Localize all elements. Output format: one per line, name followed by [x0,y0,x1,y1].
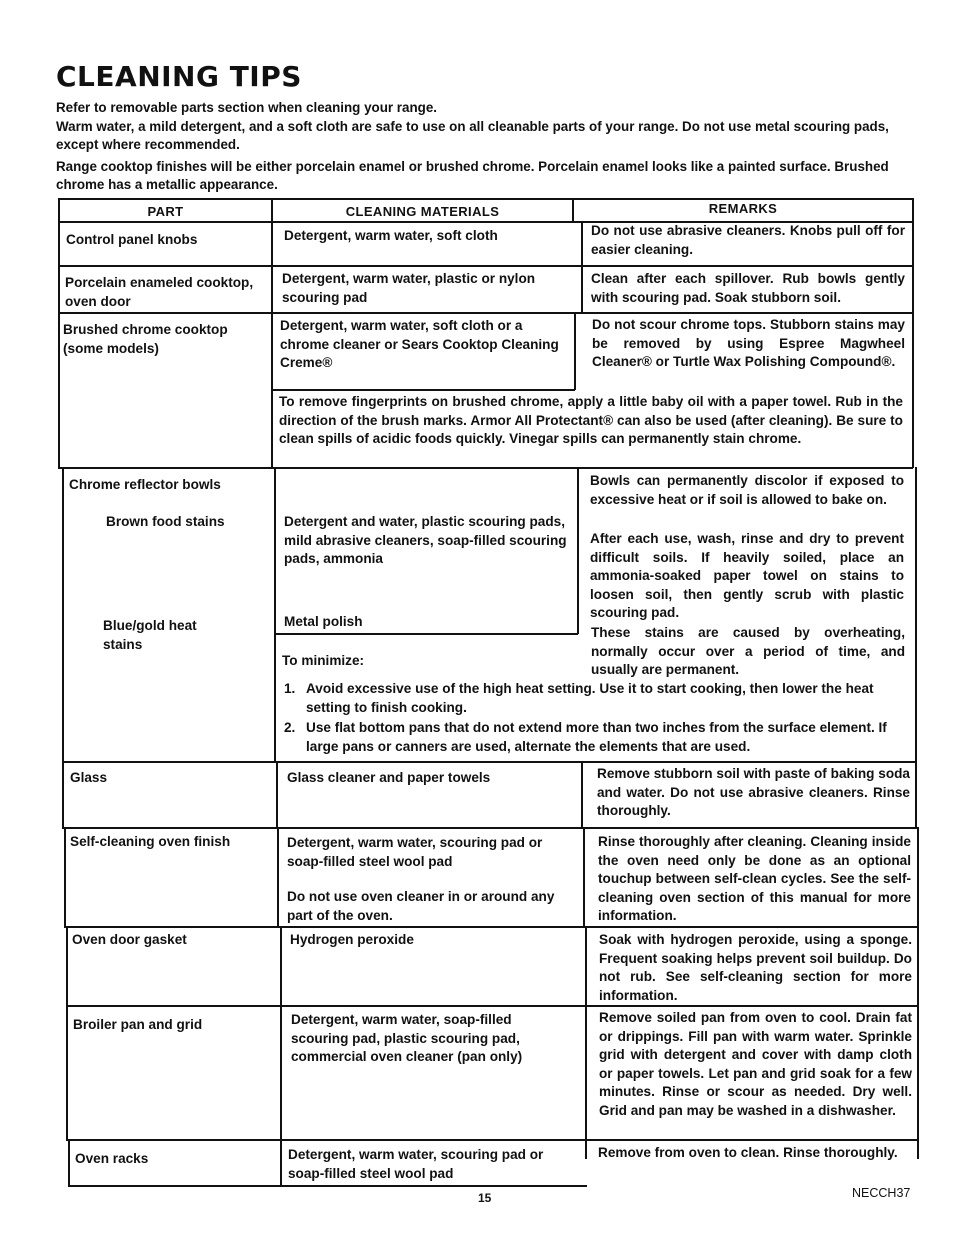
list-number: 1. [284,681,296,696]
gasket-materials: Hydrogen peroxide [290,932,414,947]
header-part: PART [147,204,184,219]
intro-line-1: Refer to removable parts section when cleaning your range. [56,100,437,115]
bowls-materials-brown: Detergent and water, plastic scouring pads, mild abrasive cleaners, soap-filled scouring pads, ammonia [284,514,567,566]
bowls-materials-blue: Metal polish [284,614,363,629]
racks-part: Oven racks [75,1151,149,1166]
knobs-remarks: Do not use abrasive cleaners. Knobs pull off for easier cleaning. [591,223,905,257]
bowls-minimize: To minimize: [282,653,365,668]
porcelain-remarks: Clean after each spillover. Rub bowls gently with scouring pad. Soak stubborn soil. [591,271,905,305]
bowls-remarks-2: After each use, wash, rinse and dry to prevent difficult soils. If heavily soiled, place an ammonia-soaked paper towel on stains to loosen soil, then gently scrub with plastic scouring pad. [590,531,904,620]
glass-part: Glass [70,770,108,785]
bowls-remarks-3: These stains are caused by overheating, normally occur over a period of time, and usually are permanent. [591,625,905,677]
glass-remarks: Remove stubborn soil with paste of baking soda and water. Do not use abrasive cleaners. Rinse thoroughly. [597,766,910,818]
list-item [282,718,904,756]
porcelain-part: Porcelain enameled cooktop, oven door [65,275,254,309]
selfclean-remarks: Rinse thoroughly after cleaning. Cleaning inside the oven need only be done as an optional touchup between self-clean cycles. See the self-cleaning oven section of this manual for more information. [598,834,911,923]
knobs-materials: Detergent, warm water, soft cloth [284,228,498,243]
header-materials: CLEANING MATERIALS [345,204,500,219]
racks-remarks: Remove from oven to clean. Rinse thoroughly. [598,1145,898,1160]
broiler-part: Broiler pan and grid [73,1017,203,1032]
selfclean-materials: Detergent, warm water, scouring pad or soap-filled steel wool pad [287,835,543,869]
intro-line-3: Range cooktop finishes will be either porcelain enamel or brushed chrome. Porcelain enamel looks like a painted surface. Brushed chrome has a metallic appearance. [56,159,889,192]
chrome-remarks: Do not scour chrome tops. Stubborn stains may be removed by using Espree Magwheel Cleaner® or Turtle Wax Polishing Compound®. [592,317,905,369]
page-title: CLEANING TIPS [56,60,302,93]
bowls-tips-list [282,679,904,756]
list-item [282,679,904,717]
gasket-remarks: Soak with hydrogen peroxide, using a sponge. Frequent soaking helps prevent soil buildup. Do not rub. See self-cleaning section for more information. [599,932,912,1003]
broiler-remarks: Remove soiled pan from oven to cool. Drain fat or drippings. Fill pan with warm water. Sprinkle grid with detergent and cover with damp cloth or paper towels. Let pan and grid soak for a few minutes. Rinse or scour as needed. Dry well. Grid and pan may be washed in a dishwasher. [599,1010,912,1118]
selfclean-part: Self-cleaning oven finish [70,834,231,849]
chrome-note: To remove fingerprints on brushed chrome, apply a little baby oil with a paper towel. Rub in the direction of the brush marks. Armor All Protectant® can also be used (after cleaning). Be sure to clean spills of acidic foods quickly. Vinegar spills can permanently stain chrome. [279,394,903,446]
knobs-part: Control panel knobs [66,232,198,247]
selfclean-materials-2: Do not use oven cleaner in or around any part of the oven. [287,889,555,923]
document-code: NECCH37 [852,1186,911,1200]
page-number: 15 [478,1191,492,1205]
racks-materials: Detergent, warm water, scouring pad or soap-filled steel wool pad [288,1147,544,1181]
chrome-materials: Detergent, warm water, soft cloth or a chrome cleaner or Sears Cooktop Cleaning Creme® [280,318,559,370]
intro-line-2: Warm water, a mild detergent, and a soft cloth are safe to use on all cleanable parts of your range. Do not use metal scouring pads, except where recommended. [56,119,889,152]
bowls-remarks-1: Bowls can permanently discolor if exposed to excessive heat or if soil is allowed to bake on. [590,473,904,507]
list-text: Use flat bottom pans that do not extend more than two inches from the surface element. If large pans or canners are used, alternate the elements that are used. [306,720,887,754]
chrome-part: Brushed chrome cooktop (some models) [63,322,228,356]
bowls-part: Chrome reflector bowls [69,477,221,492]
list-text: Avoid excessive use of the high heat setting. Use it to start cooking, then lower the heat setting to finish cooking. [306,681,874,715]
porcelain-materials: Detergent, warm water, plastic or nylon scouring pad [282,271,536,305]
broiler-materials: Detergent, warm water, soap-filled scouring pad, plastic scouring pad, commercial oven cleaner (pan only) [291,1012,523,1064]
gasket-part: Oven door gasket [72,932,187,947]
list-number: 2. [284,720,296,735]
bowls-sub-blue: Blue/gold heat stains [103,618,197,652]
bowls-sub-brown: Brown food stains [106,514,225,529]
header-remarks: REMARKS [708,201,778,216]
glass-materials: Glass cleaner and paper towels [287,770,491,785]
